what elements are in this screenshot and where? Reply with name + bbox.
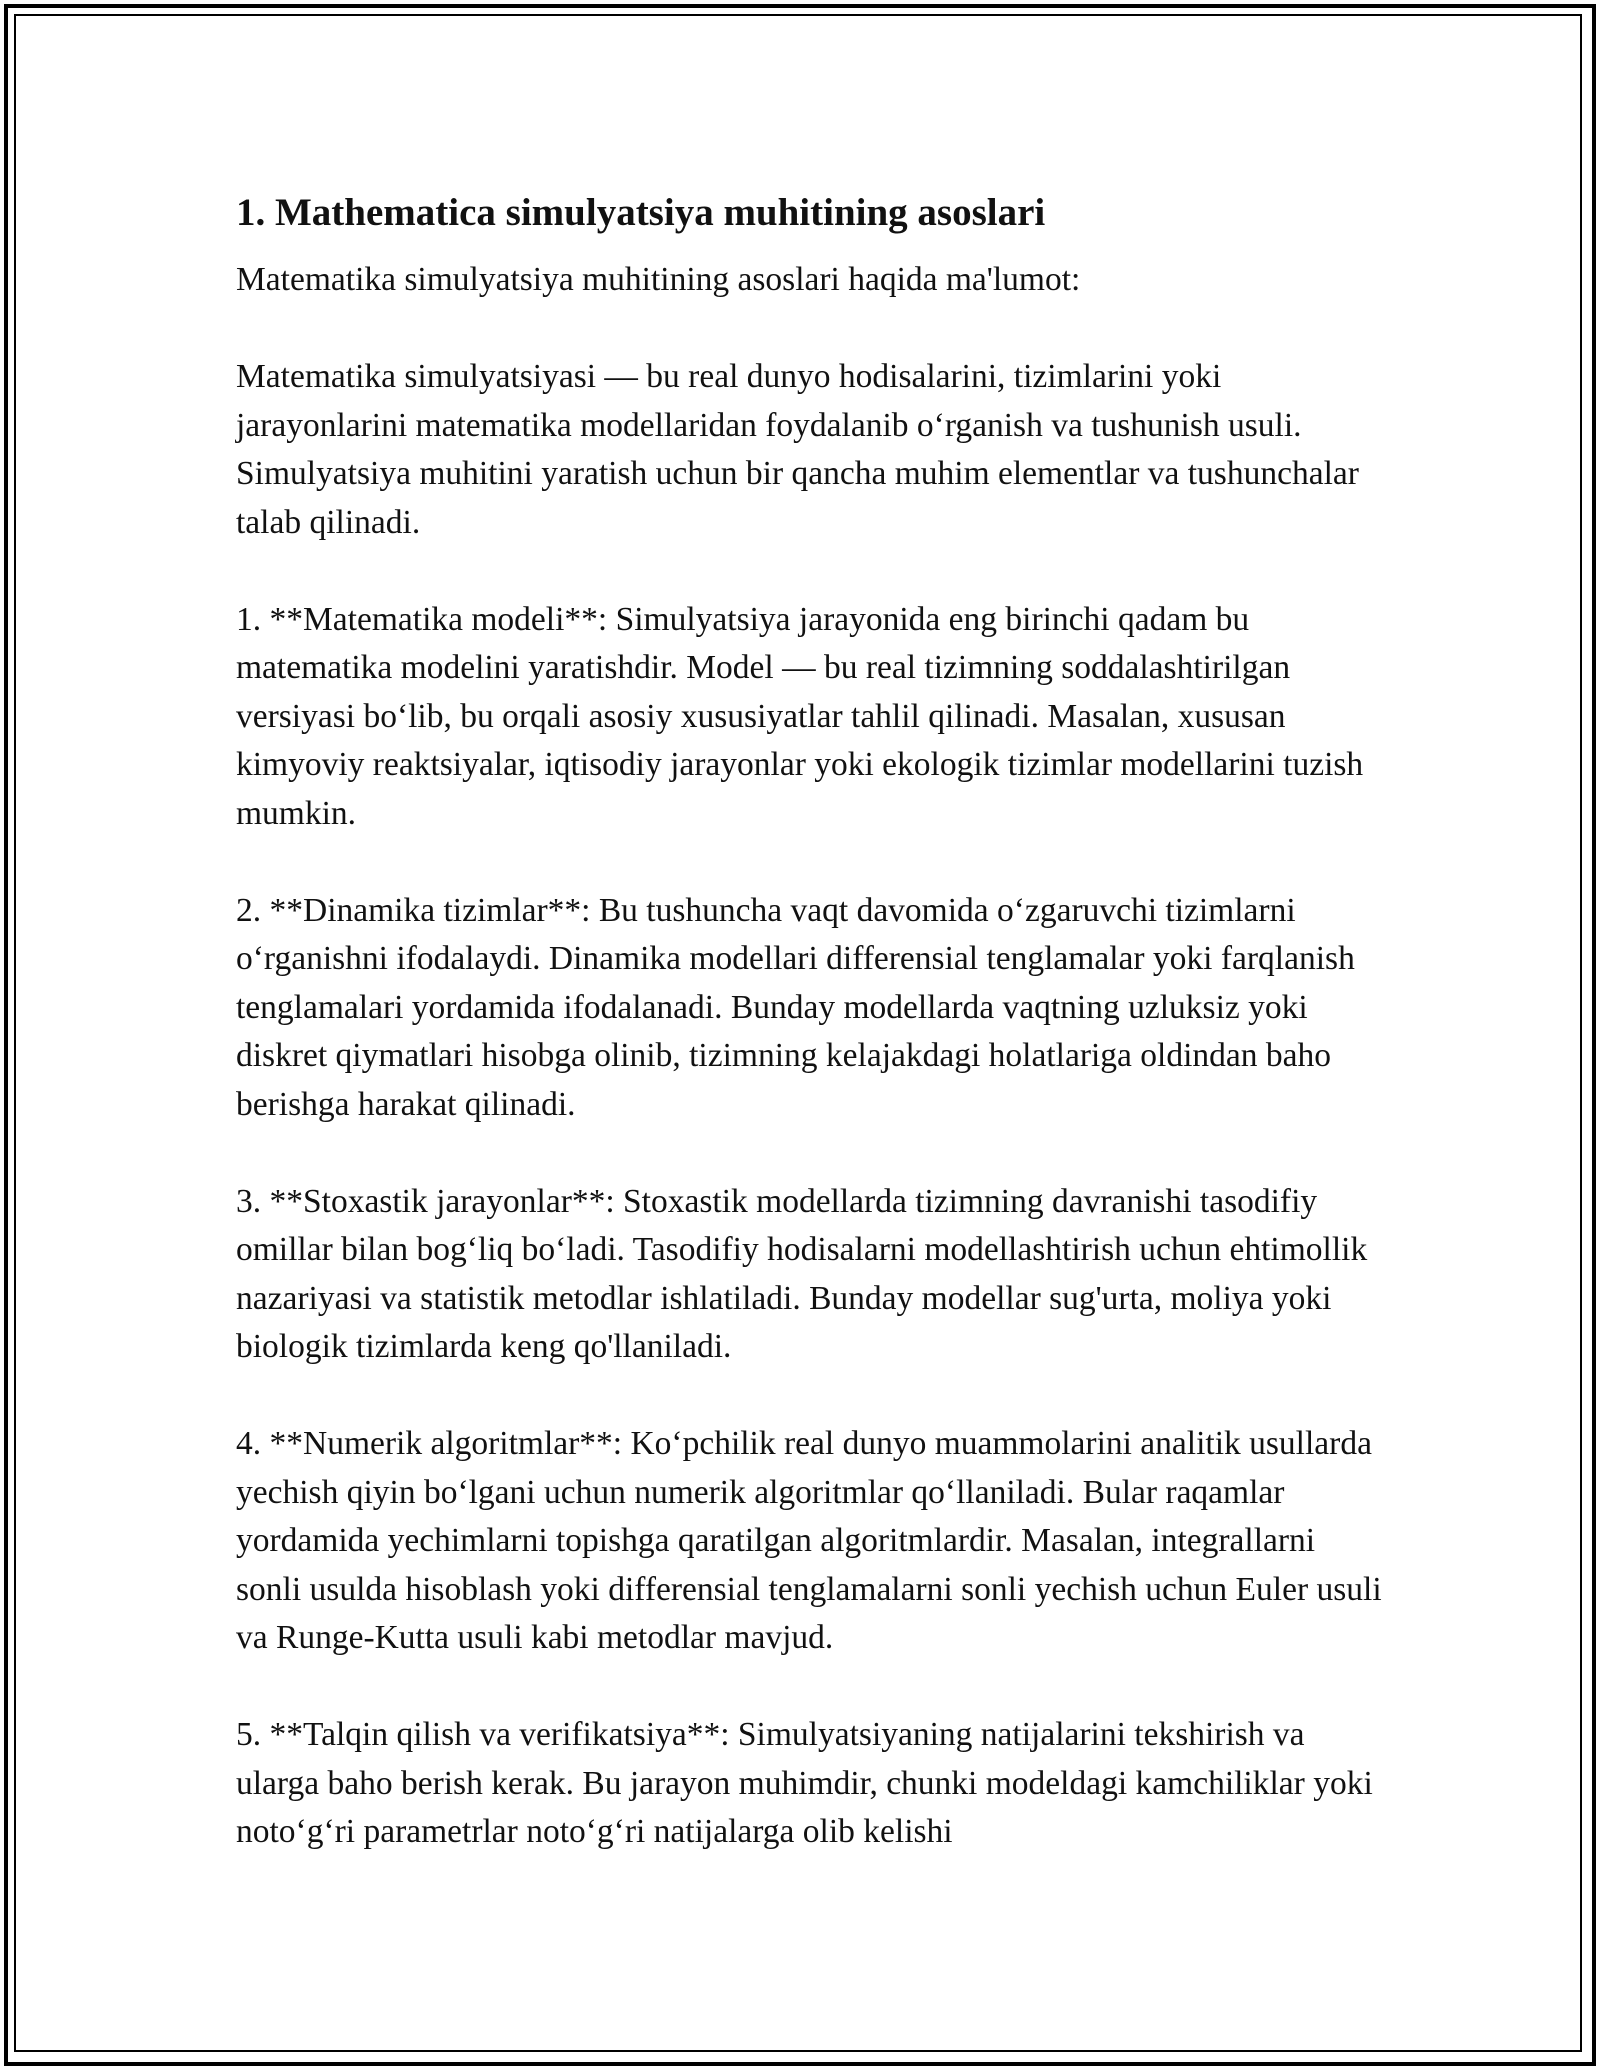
document-title: 1. Mathematica simulyatsiya muhitining asoslari [236,191,1046,234]
list-item-interpretation-verification: 5. **Talqin qilish va verifikatsiya**: Simulyatsiyaning natijalarini tekshirish va ularga baho berish kerak. Bu jarayon muhimdir, chunki modeldagi kamchiliklar yoki noto‘g‘ri parametrlar noto‘g‘ri natijalarga olib kelishi [236,1716,1373,1850]
list-item-math-model: 1. **Matematika modeli**: Simulyatsiya jarayonida eng birinchi qadam bu matematika modelini yaratishdir. Model — bu real tizimning soddalashtirilgan versiyasi bo‘lib, bu orqali asosiy xususiyatlar tahlil qilinadi. Masalan, xususan kimyoviy reaktsiyalar, iqtisodiy jarayonlar yoki ekologik tizimlar modellarini tuzish mumkin. [236,600,1364,832]
intro-paragraph: Matematika simulyatsiya muhitining asoslari haqida ma'lumot: [236,261,1081,298]
list-item-stochastic-processes: 3. **Stoxastik jarayonlar**: Stoxastik modellarda tizimning davranishi tasodifiy omillar bilan bog‘liq bo‘ladi. Tasodifiy hodisalarni modellashtirish uchun ehtimollik nazariyasi va statistik metodlar ishlatiladi. Bunday modellar sug'urta, moliya yoki biologik tizimlarda keng qo'llaniladi. [236,1182,1368,1365]
list-item-dynamic-systems: 2. **Dinamika tizimlar**: Bu tushuncha vaqt davomida o‘zgaruvchi tizimlarni o‘rganishni ifodalaydi. Dinamika modellari differensial tenglamalar yoki farqlanish tenglamalari yordamida ifodalanadi. Bunday modellarda vaqtning uzluksiz yoki diskret qiymatlari hisobga olinib, tizimning kelajakdagi holatlariga oldindan baho berishga harakat qilinadi. [236,891,1355,1123]
list-item-numeric-algorithms: 4. **Numerik algoritmlar**: Ko‘pchilik real dunyo muammolarini analitik usullarda yechish qiyin bo‘lgani uchun numerik algoritmlar qo‘llaniladi. Bular raqamlar yordamida yechimlarni topishga qaratilgan algoritmlardir. Masalan, integrallarni sonli usulda hisoblash yoki differensial tenglamalarni sonli yechish uchun Euler usuli va Runge-Kutta usuli kabi metodlar mavjud. [236,1425,1382,1656]
definition-paragraph: Matematika simulyatsiyasi — bu real dunyo hodisalarini, tizimlarini yoki jarayonlarini matematika modellaridan foydalanib o‘rganish va tushunish usuli. Simulyatsiya muhitini yaratish uchun bir qancha muhim elementlar va tushunchalar talab qilinadi. [236,358,1359,541]
document-body [236,186,1386,1857]
